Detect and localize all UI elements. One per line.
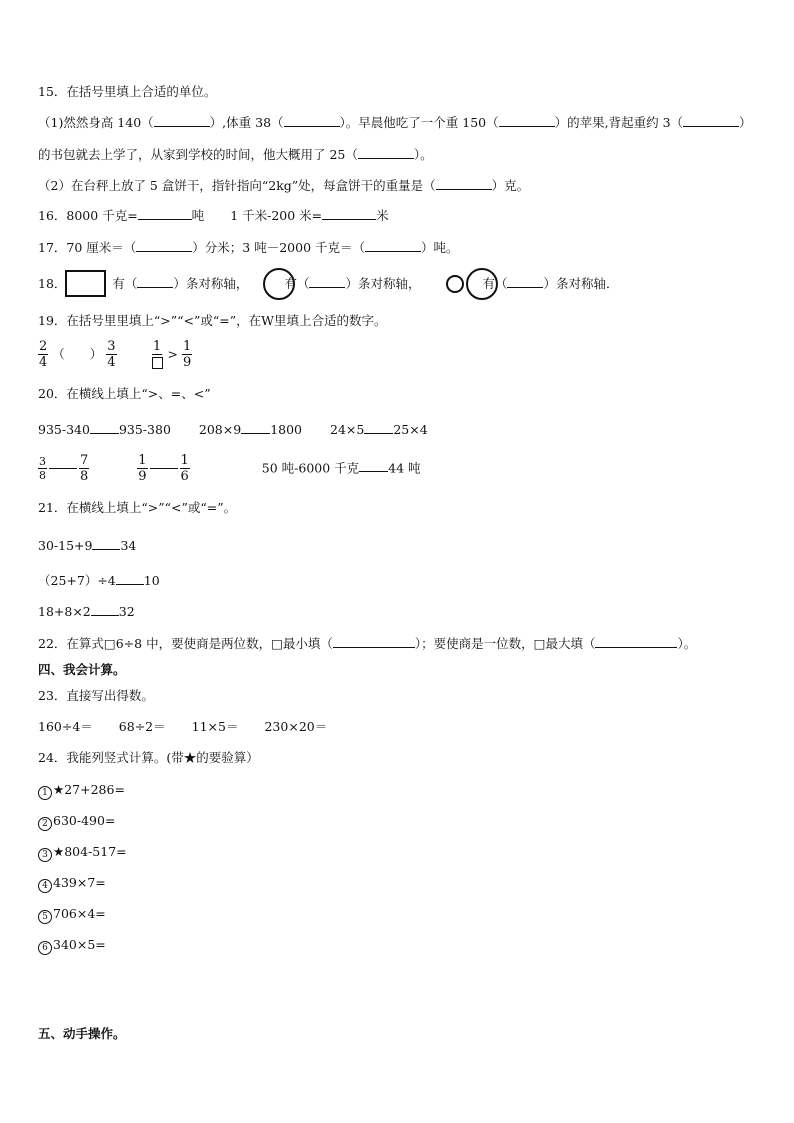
q20-expr: 1800: [270, 422, 303, 437]
q15-text: ）。: [413, 147, 433, 162]
q21-row1: [38, 538, 136, 554]
answer-blank[interactable]: [241, 422, 270, 434]
circled-number: 4: [38, 879, 52, 893]
numerator: 1: [180, 453, 189, 468]
q20-expr: 25×4: [393, 422, 428, 437]
q15-title: 15．在括号里填上合适的单位。: [38, 84, 217, 99]
answer-blank[interactable]: [358, 147, 414, 159]
q15-text: ）的苹果,背起重约 3（: [554, 115, 684, 130]
numerator: 1: [152, 339, 162, 354]
calc-item: 68÷2＝: [118, 719, 166, 734]
q21-expr: （25+7）÷4: [38, 573, 116, 588]
q20-expr: 935-340: [38, 422, 90, 437]
q22-text: 22．在算式□6÷8 中，要使商是两位数，□最小填（: [38, 636, 333, 651]
calc-expr: ★804-517=: [53, 844, 127, 859]
denominator: 9: [138, 469, 147, 484]
calc-item: 11×5＝: [191, 719, 239, 734]
q17: [38, 240, 459, 256]
numerator: 3: [107, 339, 116, 354]
fraction: [79, 453, 89, 484]
numerator: 1: [182, 339, 192, 354]
answer-blank[interactable]: [92, 538, 120, 550]
answer-blank[interactable]: [137, 276, 173, 288]
q22-text: ）。: [677, 636, 697, 651]
denominator: 8: [39, 469, 46, 482]
numerator: 3: [39, 455, 46, 468]
q17-text: ）分米；3 吨－2000 千克＝（: [192, 240, 366, 255]
q18-text: ）条对称轴．: [543, 276, 619, 291]
q16-text: 1 千米-200 米=: [230, 208, 323, 223]
denominator: 9: [182, 355, 192, 370]
calc-expr: 340×5=: [53, 937, 106, 952]
section-5-heading: 五、动手操作。: [38, 1026, 126, 1041]
section-4-heading: 四、我会计算。: [38, 662, 126, 677]
q23-title: 23．直接写出得数。: [38, 688, 154, 703]
calc-item: 230×20＝: [264, 719, 328, 734]
answer-blank[interactable]: [91, 604, 119, 616]
numerator: 1: [138, 453, 147, 468]
answer-blank[interactable]: [595, 636, 677, 648]
answer-blank[interactable]: [364, 422, 393, 434]
q20-expr: 208×9: [198, 422, 242, 437]
q18-text: 有（: [482, 276, 508, 291]
q22: [38, 636, 696, 652]
fraction: [180, 453, 190, 484]
q18-text: 有（: [284, 276, 310, 291]
fraction: [38, 339, 48, 370]
q21-expr: 30-15+9: [38, 538, 93, 553]
circled-number: 1: [38, 786, 52, 800]
q22-text: ）；要使商是一位数，□最大填（: [414, 636, 596, 651]
q24-item: [38, 844, 127, 862]
answer-blank[interactable]: [683, 115, 739, 127]
numerator: 2: [39, 339, 48, 354]
denominator: 4: [39, 355, 48, 370]
q17-text: 17．70 厘米＝（: [38, 240, 137, 255]
q20-row1: [38, 422, 428, 438]
answer-paren[interactable]: （ ）: [52, 346, 103, 362]
answer-blank[interactable]: [436, 178, 492, 190]
answer-blank[interactable]: [138, 208, 192, 220]
q15-line3: [38, 178, 529, 194]
answer-blank[interactable]: [359, 460, 388, 472]
greater-than-sign: >: [167, 346, 178, 362]
answer-blank[interactable]: [136, 240, 192, 252]
circled-number: 5: [38, 910, 52, 924]
answer-blank[interactable]: [309, 276, 345, 288]
q21-expr: 34: [120, 538, 137, 553]
q21-row2: [38, 573, 160, 589]
answer-blank[interactable]: [365, 240, 421, 252]
fraction: [137, 453, 147, 484]
circled-number: 6: [38, 941, 52, 955]
answer-blank[interactable]: [154, 115, 210, 127]
denominator: 8: [80, 469, 89, 484]
q21-row3: [38, 604, 135, 620]
fraction: [151, 339, 164, 370]
q20-row2: [38, 453, 421, 484]
q15-line1: [38, 115, 752, 131]
fraction: [182, 339, 192, 370]
calc-expr: 439×7=: [53, 875, 106, 890]
calc-expr: 630-490=: [53, 813, 116, 828]
q24-item: [38, 875, 106, 893]
q18: [38, 276, 619, 292]
q16-unit: 米: [376, 208, 389, 223]
q19-title: 19．在括号里里填上“>”“<”或“=”，在W里填上合适的数字。: [38, 313, 387, 328]
answer-blank[interactable]: [150, 468, 178, 469]
q15-text: （2）在台秤上放了 5 盒饼干，指针指向“2kg”处，每盒饼干的重量是（: [38, 178, 436, 193]
q15-text: 的书包就去上学了，从家到学校的时间，他大概用了 25（: [38, 147, 358, 162]
q23-row: [38, 719, 327, 735]
denominator: 4: [107, 355, 116, 370]
q24-item: [38, 906, 106, 924]
q19-row: [38, 339, 192, 370]
q24-title: 24．我能列竖式计算。(带★的要验算）: [38, 750, 259, 765]
q15-text: ）。早晨他吃了一个重 150（: [339, 115, 499, 130]
answer-blank[interactable]: [499, 115, 555, 127]
q20-expr: 24×5: [330, 422, 365, 437]
q21-title: 21．在横线上填上“>”“<”或“=”。: [38, 500, 237, 515]
q18-text: 有（: [112, 276, 138, 291]
q18-number: 18．: [38, 276, 67, 291]
answer-blank[interactable]: [90, 422, 119, 434]
fraction: [106, 339, 116, 370]
q20-expr: 50 吨-6000 千克: [261, 460, 360, 476]
q16: [38, 208, 389, 224]
answer-blank[interactable]: [322, 208, 376, 220]
q21-expr: 10: [143, 573, 160, 588]
q17-text: ）吨。: [421, 240, 459, 255]
q18-text: ）条对称轴，: [345, 276, 421, 291]
circled-number: 3: [38, 848, 52, 862]
q21-expr: 18+8×2: [38, 604, 91, 619]
q15-line2: [38, 147, 433, 163]
answer-blank[interactable]: [507, 276, 543, 288]
answer-blank[interactable]: [49, 468, 77, 469]
denominator-box[interactable]: [151, 355, 164, 370]
circled-number: 2: [38, 817, 52, 831]
q15-text: ）: [739, 115, 752, 130]
calc-item: 160÷4＝: [38, 719, 93, 734]
q24-item: [38, 937, 106, 955]
q16-text: 16．8000 千克=: [38, 208, 138, 223]
answer-blank[interactable]: [284, 115, 340, 127]
q15-text: ）克。: [491, 178, 530, 193]
q24-item: [38, 782, 125, 800]
answer-blank[interactable]: [333, 636, 415, 648]
q20-expr: 44 吨: [388, 460, 421, 476]
denominator: 6: [180, 469, 189, 484]
q15-text: ）,体重 38（: [209, 115, 284, 130]
fraction: [38, 455, 47, 482]
q24-item: [38, 813, 115, 831]
numerator: 7: [80, 453, 89, 468]
calc-expr: ★27+286=: [53, 782, 125, 797]
q21-expr: 32: [118, 604, 135, 619]
q20-title: 20．在横线上填上“>、=、<”: [38, 386, 211, 401]
q15-text: （1)然然身高 140（: [38, 115, 154, 130]
answer-blank[interactable]: [116, 573, 144, 585]
calc-expr: 706×4=: [53, 906, 106, 921]
q16-unit: 吨: [191, 208, 205, 223]
q18-text: ）条对称轴，: [173, 276, 249, 291]
q20-expr: 935-380: [118, 422, 171, 437]
